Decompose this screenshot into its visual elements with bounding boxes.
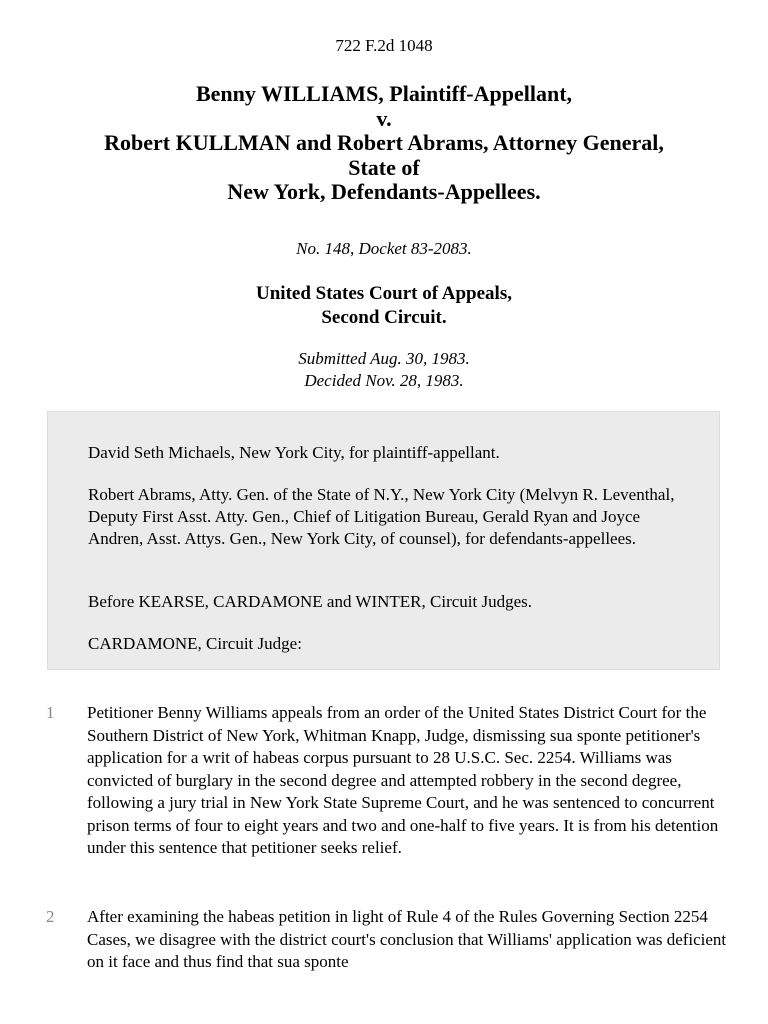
decided-date: Decided Nov. 28, 1983. xyxy=(304,371,464,390)
caption-line-plaintiff: Benny WILLIAMS, Plaintiff-Appellant, xyxy=(195,81,573,106)
submitted-date: Submitted Aug. 30, 1983. xyxy=(298,349,470,368)
case-dates xyxy=(0,348,768,392)
case-caption xyxy=(40,82,728,205)
opinion-author: CARDAMONE, Circuit Judge: xyxy=(88,634,302,653)
paragraph-text: Petitioner Benny Williams appeals from an order of the United States District Court for the Southern District of New York, Whitman Knapp, Judge, dismissing sua sponte petitioner's application for a writ of habeas corpus pursuant to 28 U.S.C. Sec. 2254. Williams was convicted of burglary in the second degree and attempted robbery in the second degree, following a jury trial in New York State Supreme Court, and he was sentenced to concurrent prison terms of four to eight years and two and one-half to five years. It is from his detention under this sentence that petitioner seeks relief. xyxy=(87,703,719,857)
caption-line-new-york: New York, Defendants-Appellees. xyxy=(227,179,541,204)
counsel-appellees: Robert Abrams, Atty. Gen. of the State of N.Y., New York City (Melvyn R. Leventhal, Deputy First Asst. Atty. Gen., Chief of Litigation Bureau, Gerald Ryan and Joyce Andren, Asst. Attys. Gen., New York City, of counsel), for defendants-appellees. xyxy=(88,485,675,548)
counsel-appellant: David Seth Michaels, New York City, for plaintiff-appellant. xyxy=(88,443,500,462)
court-name-line1: United States Court of Appeals, xyxy=(256,283,512,304)
case-citation: 722 F.2d 1048 xyxy=(335,36,433,55)
paragraph-number: 2 xyxy=(46,907,55,926)
court-name-line2: Second Circuit. xyxy=(321,307,447,328)
caption-line-versus: v. xyxy=(376,105,392,131)
counsel-panel xyxy=(47,411,720,670)
docket-number: No. 148, Docket 83-2083. xyxy=(296,239,472,258)
judges-panel: Before KEARSE, CARDAMONE and WINTER, Circuit Judges. xyxy=(88,592,533,611)
paragraph-text: After examining the habeas petition in light of Rule 4 of the Rules Governing Section 2254 Cases, we disagree with the district court's conclusion that Williams' application was deficient on it face and thus find that sua sponte xyxy=(87,907,727,971)
court-name xyxy=(0,282,768,330)
caption-line-state-of: State of xyxy=(348,154,420,180)
caption-line-defendants: Robert KULLMAN and Robert Abrams, Attorney General, xyxy=(104,130,664,155)
paragraph-number: 1 xyxy=(46,703,55,722)
